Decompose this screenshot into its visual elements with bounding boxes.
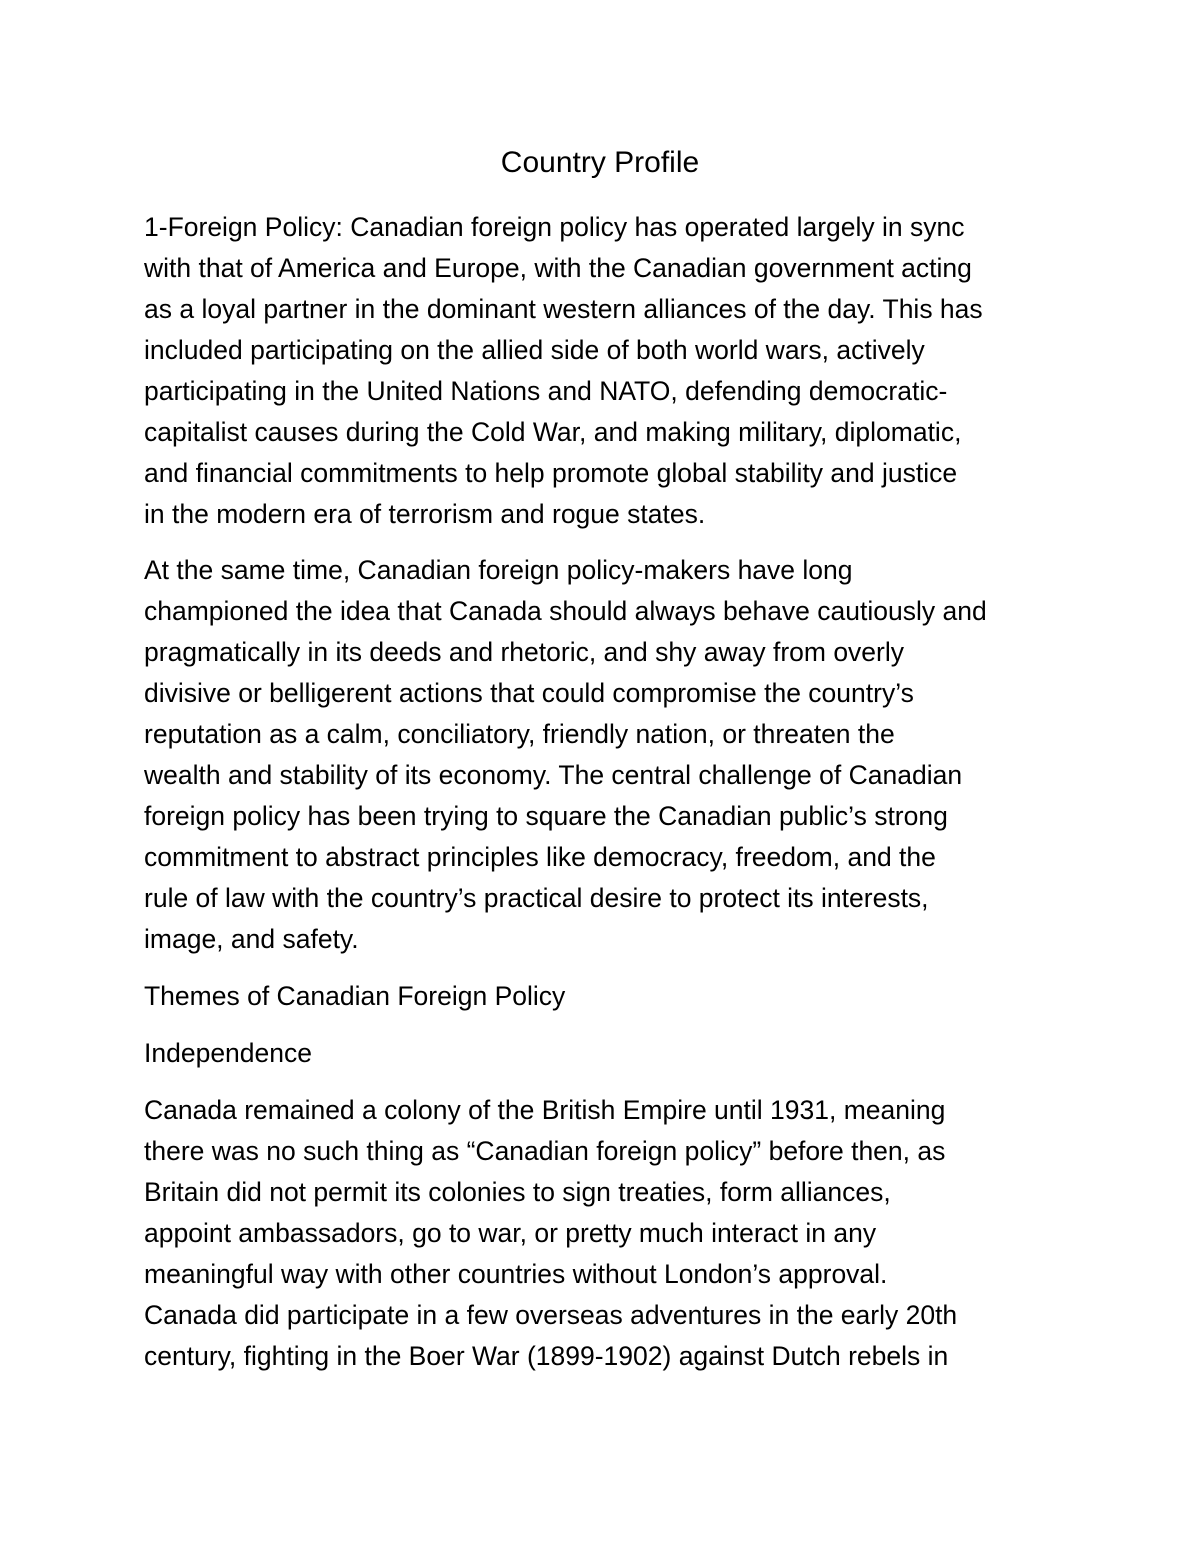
paragraph-spacer: [144, 535, 1064, 550]
text-line: in the modern era of terrorism and rogue states.: [144, 499, 706, 529]
text-line: century, fighting in the Boer War (1899-1902) against Dutch rebels in: [144, 1341, 949, 1371]
paragraph-foreign-policy: [144, 207, 1064, 535]
text-line: meaningful way with other countries without London’s approval.: [144, 1259, 888, 1289]
text-line: reputation as a calm, conciliatory, friendly nation, or threaten the: [144, 719, 895, 749]
text-line: appoint ambassadors, go to war, or pretty much interact in any: [144, 1218, 877, 1248]
paragraph-at-the-same-time: [144, 550, 1064, 960]
text-line: wealth and stability of its economy. The central challenge of Canadian: [144, 760, 963, 790]
text-line: capitalist causes during the Cold War, and making military, diplomatic,: [144, 417, 962, 447]
text-line: Canada did participate in a few overseas adventures in the early 20th: [144, 1300, 958, 1330]
text-line: image, and safety.: [144, 924, 359, 954]
text-line: Britain did not permit its colonies to sign treaties, form alliances,: [144, 1177, 891, 1207]
text-line: pragmatically in its deeds and rhetoric, and shy away from overly: [144, 637, 905, 667]
text-line: commitment to abstract principles like democracy, freedom, and the: [144, 842, 936, 872]
text-line: and financial commitments to help promote global stability and justice: [144, 458, 958, 488]
section-heading-themes: Themes of Canadian Foreign Policy: [144, 981, 566, 1011]
text-line: 1-Foreign Policy: Canadian foreign policy has operated largely in sync: [144, 212, 965, 242]
paragraph-spacer: [144, 960, 1064, 976]
document-body: [144, 207, 1064, 1377]
text-line: foreign policy has been trying to square the Canadian public’s strong: [144, 801, 948, 831]
section-heading-independence: Independence: [144, 1038, 312, 1068]
paragraph-spacer: [144, 1017, 1064, 1033]
text-line: Canada remained a colony of the British Empire until 1931, meaning: [144, 1095, 946, 1125]
text-line: with that of America and Europe, with the Canadian government acting: [144, 253, 972, 283]
text-line: participating in the United Nations and NATO, defending democratic-: [144, 376, 948, 406]
text-line: divisive or belligerent actions that could compromise the country’s: [144, 678, 914, 708]
text-line: championed the idea that Canada should always behave cautiously and: [144, 596, 987, 626]
paragraph-independence: [144, 1090, 1064, 1377]
document-title: Country Profile: [500, 146, 700, 179]
text-line: included participating on the allied side of both world wars, actively: [144, 335, 925, 365]
text-line: rule of law with the country’s practical desire to protect its interests,: [144, 883, 929, 913]
text-line: there was no such thing as “Canadian foreign policy” before then, as: [144, 1136, 946, 1166]
paragraph-spacer: [144, 1074, 1064, 1090]
text-line: At the same time, Canadian foreign policy-makers have long: [144, 555, 853, 585]
text-line: as a loyal partner in the dominant western alliances of the day. This has: [144, 294, 983, 324]
